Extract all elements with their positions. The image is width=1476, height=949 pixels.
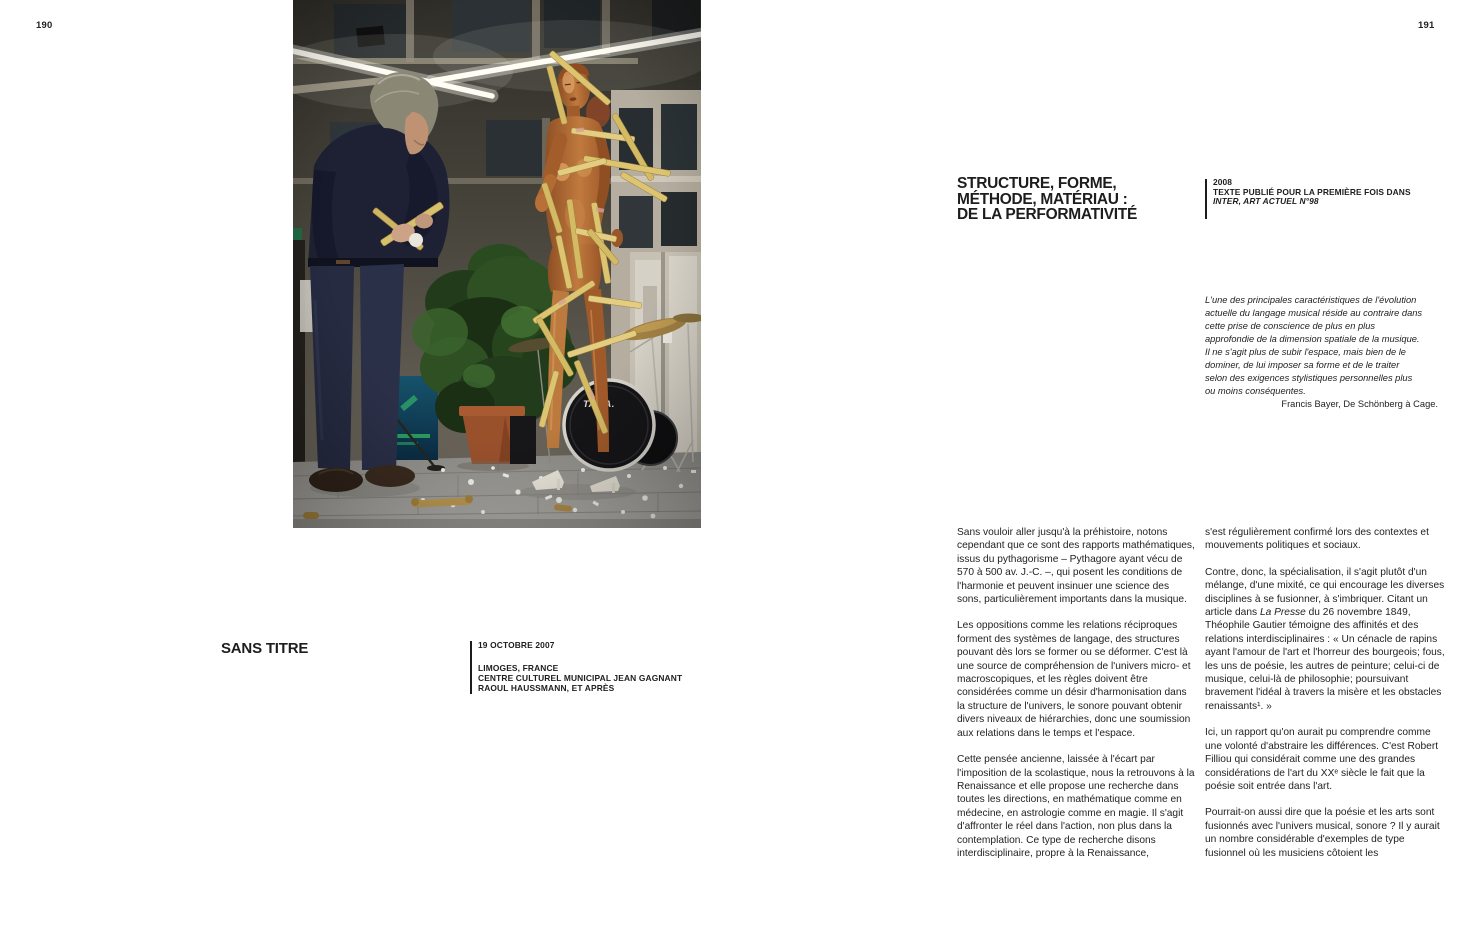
paragraph: Ici, un rapport qu'on aurait pu comprendre comme une volonté d'abstraire les différences. C'est Robert Filliou qui considérait comme une des grandes considérations de l'art du XXᵉ siècle le fait que la poésie soit entrée dans l'art. [1205, 727, 1439, 792]
paragraph: Cette pensée ancienne, laissée à l'écart par l'imposition de la scolastique, nous la retrouvons à la Renaissance et elle propose une recherche dans toutes les directions, en mathématique comme en médecine, en astrologie comme en magie. Il s'agit d'affronter le réel dans l'action, non plus dans la contemplation. Ce type de recherche disons interdisciplinaire, propre à la Renaissance, [957, 754, 1195, 859]
artwork-caption [478, 640, 718, 693]
publication-year: 2008 [1213, 177, 1233, 187]
publication-note [1213, 178, 1453, 207]
text-line: RAOUL HAUSSMANN, ET APRÈS [478, 683, 615, 693]
publication-divider [1205, 179, 1207, 219]
article-title [957, 176, 1137, 223]
text-line: CENTRE CULTUREL MUNICIPAL JEAN GAGNANT [478, 673, 683, 683]
text-line: DE LA PERFORMATIVITÉ [957, 206, 1138, 223]
page-number-left: 190 [36, 20, 53, 31]
page-number-right: 191 [1418, 20, 1435, 31]
article-column-2 [1205, 526, 1445, 873]
artwork-title: SANS TITRE [221, 640, 309, 657]
epigraph-attribution: Francis Bayer, De Schönberg à Cage. [1281, 399, 1438, 409]
artwork-date: 19 OCTOBRE 2007 [478, 640, 555, 650]
artwork-venue [478, 663, 718, 693]
paragraph: s'est régulièrement confirmé lors des contextes et mouvements politiques et sociaux. [1205, 527, 1429, 552]
performance-photo [293, 0, 701, 528]
photo-vignette [293, 0, 701, 528]
text-line: LIMOGES, FRANCE [478, 663, 559, 673]
publication-journal: INTER, ART ACTUEL N°98 [1213, 196, 1319, 207]
caption-divider [470, 641, 472, 694]
article-column-1 [957, 526, 1195, 873]
paragraph: Les oppositions comme les relations réciproques forment des systèmes de langage, des structures pouvant dès lors se former ou se déformer. C'est là une source de compréhension de l'univers micro- et macroscopiques, et les règles doivent être considérées comme un désir d'harmonisation dans la structure de l'univers, le sonore pouvant obtenir divers niveaux de hiérarchies, donc une soumission aux relations dans le temps et l'espace. [957, 620, 1191, 739]
paragraph: Pourrait-on aussi dire que la poésie et les arts sont fusionnés avec l'univers musical, sonore ? Il y aurait un nombre considérable d'exemples de type fusionnel où les musiciens côtoient les [1205, 807, 1440, 859]
publication-note-line: TEXTE PUBLIÉ POUR LA PREMIÈRE FOIS DANS [1213, 186, 1411, 197]
text-line: STRUCTURE, FORME, [957, 175, 1117, 192]
paragraph: Sans vouloir aller jusqu'à la préhistoire, notons cependant que ce sont des rapports mathématiques, issus du pythagorisme – Pythagore ayant vécu de 570 à 500 av. J.-C. –, qui posent les conditions de l'harmonie et peuvent insinuer une science des sons, particulièrement importants dans la musique. [957, 527, 1195, 606]
epigraph: L'une des principales caractéristiques de l'évolution actuelle du langage musical réside au contraire dans cette prise de conscience de plus en plus approfondie de la dimension spatiale de la musique. Il ne s'agit plus de subir l'espace, mais bien de le dominer, de lui imposer sa forme et de le traiter selon des exigences stylistiques personnelles plus ou moins conséquentes. [1205, 295, 1423, 396]
text-line: MÉTHODE, MATÉRIAU : [957, 190, 1128, 208]
paragraph: Contre, donc, la spécialisation, il s'agit plutôt d'un mélange, d'une mixité, ce qui encourage les diverses disciplines à se fusionner, à s'imbriquer. Citant un article dans La Presse du 26 novembre 1849, Théophile Gautier témoigne des affinités et des relations interdisciplinaires : « Un cénacle de rapins ayant l'amour de l'art et l'horreur des bourgeois; fous, les uns de poésie, les autres de peinture; celui-ci de musique, celui-là de philosophie; poursuivant bravement l'idéal à travers la misère et les obstacles renaissants¹. » [1205, 566, 1445, 712]
